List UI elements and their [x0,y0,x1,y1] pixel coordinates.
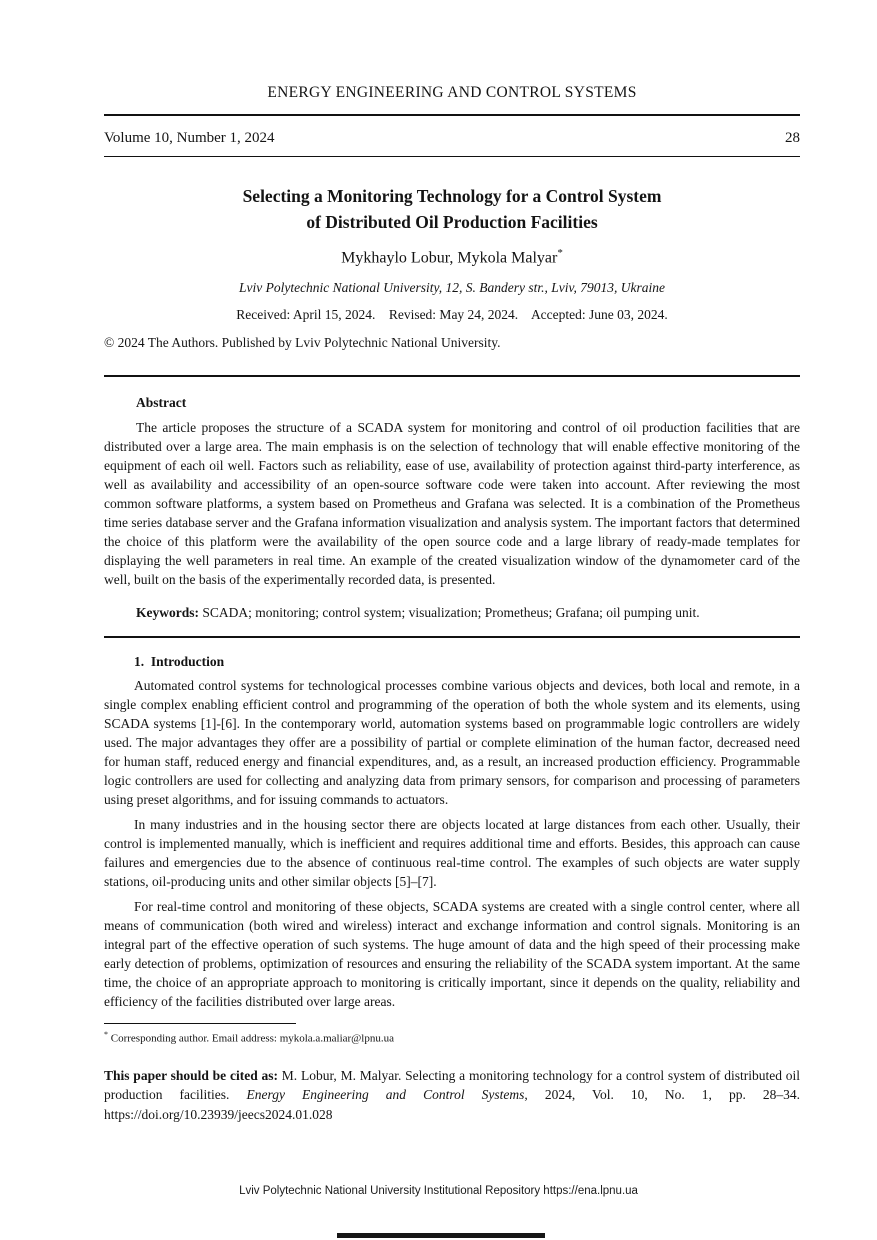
paper-title-line2: of Distributed Oil Production Facilities [306,212,598,232]
header-rule-bottom [104,156,800,157]
authors-line [104,247,800,267]
abstract-text: The article proposes the structure of a SCADA system for monitoring and control of oil production facilities that are distributed over a large area. The main emphasis is on the selection of technology that will enable effective monitoring of the equipment of each oil well. Factors such as reliability, ease of use, availability of protection against third-party interference, as well as availability and accessibility of an open-source software code were taken into account. After reviewing the most common software platforms, a system based on Prometheus and Grafana was selected. It is a combination of the Prometheus time series database server and the Grafana information visualization and analysis system. The important factors that determined the choice of this platform were the availability of the open source code and a large library of ready-made templates for displaying the well parameters in real time. An example of the created visualization window of the dynamometer card of the well, built on the basis of the experimentally recorded data, is presented. [104,420,800,588]
citation-note [104,1066,800,1125]
citation-text-after-journal: , 2024, Vol. 10, No. 1, pp. 28–34. https://doi.org/10.23939/jeecs2024.01.028 [104,1087,801,1122]
abstract-rule-top [104,375,800,377]
copyright-line: © 2024 The Authors. Published by Lviv Polytechnic National University. [104,335,501,351]
intro-paragraph-3: For real-time control and monitoring of these objects, SCADA systems are created with a single control center, where all means of communication (both wired and wireless) interact and exchange information and control signals. Monitoring is an integral part of the effective operation of such systems. The huge amount of data and the high speed of their processing make early detection of problems, optimization of resources and ensuring the reliability of the SCADA system important. At the same time, the choice of an appropriate approach to monitoring is critically important, since it depends on the quality, reliability and efficiency of the facilities distributed over large areas. [104,899,800,1010]
page-number: 28 [785,130,800,146]
citation-text-before-journal: M. Lobur, M. Malyar. Selecting a monitoring technology for a control system of distributed oil production facilities. [104,1067,800,1103]
footnote-marker: * [104,1030,108,1040]
paper-title-line1: Selecting a Monitoring Technology for a Control System [242,186,662,206]
keywords-text: SCADA; monitoring; control system; visualization; Prometheus; Grafana; oil pumping unit. [199,605,700,621]
citation-journal-name: Energy Engineering and Control Systems [246,1087,525,1103]
intro-paragraph-2: In many industries and in the housing sector there are objects located at large distances from each other. Usually, their control is implemented manually, which is inefficient and requires additional time and efforts. Besides, this approach can cause failures and emergencies due to the absence of continuous real-time control. The examples of such objects are water supply stations, oil-producing units and other similar objects [5]–[7]. [104,817,800,890]
author-names: Mykhaylo Lobur, Mykola Malyar [341,249,558,267]
footnote-rule [104,1023,296,1024]
header-rule-top [104,114,800,116]
intro-paragraph-1: Automated control systems for technological processes combine various objects and devices, both local and remote, in a single complex enabling efficient control and programming of the operation of both the whole system and its elements, using SCADA systems [1]-[6]. In the contemporary world, automation systems based on programmable logic controllers are widely used. The major advantages they offer are a possibility of partial or complete elimination of the human factor, decreased need for human staff, reduced energy and financial expenditures, and, as a result, an increased production efficiency. Programmable logic controllers are used for collecting and analyzing data from primary sensors, for comparison and processing of parameters using preset algorithms, and for issuing commands to actuators. [104,678,800,808]
dates-line: Received: April 15, 2024. Revised: May 24, 2024. Accepted: June 03, 2024. [236,307,668,323]
keywords-line [104,603,800,622]
volume-line: Volume 10, Number 1, 2024 [104,130,275,146]
scan-artifact-bar [337,1233,545,1238]
section-heading-introduction: 1. Introduction [134,654,225,670]
abstract-heading: Abstract [136,395,187,411]
abstract-rule-bottom [104,636,800,638]
paper-title [104,183,800,235]
affiliation: Lviv Polytechnic National University, 12, S. Bandery str., Lviv, 79013, Ukraine [238,280,666,296]
repository-footer-line: Lviv Polytechnic National University Institutional Repository https://ena.lpnu.ua [239,1185,638,1197]
journal-name: ENERGY ENGINEERING AND CONTROL SYSTEMS [267,84,637,101]
corresponding-author-mark: * [557,247,563,259]
footnote [104,1028,800,1046]
citation-label: This paper should be cited as: [104,1067,278,1083]
footnote-text: Corresponding author. Email address: mykola.a.maliar@lpnu.ua [108,1032,394,1045]
keywords-label: Keywords: [136,605,199,621]
volume-row [104,130,800,147]
